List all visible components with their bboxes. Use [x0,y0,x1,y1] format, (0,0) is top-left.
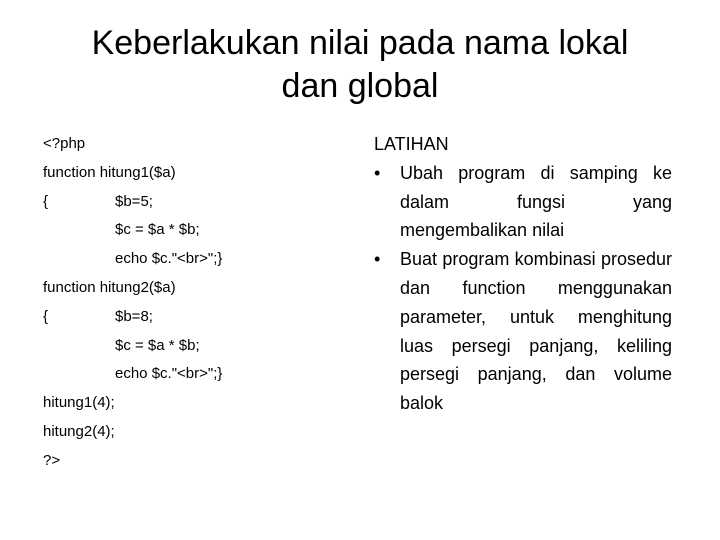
code-text-indented: echo $c."<br>";} [115,250,223,268]
slide-title-line-1: Keberlakukan nilai pada nama lokal [91,24,629,62]
code-line [43,130,343,159]
bullet-icon: • [374,249,381,270]
code-line [43,332,343,361]
code-text: ?> [43,451,61,469]
bullet-icon: • [374,162,381,183]
code-line [43,418,343,447]
code-line [43,245,343,274]
code-text-indented: $b=5; [115,192,153,210]
code-text: hitung2(4); [43,422,115,440]
code-line [43,447,343,476]
code-line [43,360,343,389]
php-code-block [43,130,343,476]
code-text-indented: $c = $a * $b; [115,336,200,354]
code-line [43,274,343,303]
code-text-indented: $b=8; [115,307,153,325]
code-text: function hitung1($a) [43,163,176,181]
code-line [43,389,343,418]
code-text: hitung1(4); [43,394,115,412]
code-line [43,216,343,245]
latihan-bullet [374,245,672,418]
latihan-bullet [374,159,672,245]
latihan-heading: LATIHAN [374,134,449,154]
slide-title [40,22,680,108]
slide-title-line-2: dan global [281,67,439,105]
code-text-indented: echo $c."<br>";} [115,365,223,383]
code-line [43,159,343,188]
code-text: function hitung2($a) [43,278,176,296]
latihan-bullet-text: Buat program kombinasi prosedur dan function menggunakan parameter, untuk menghitung luas persegi panjang, keliling persegi panjang, dan volume balok [400,249,672,414]
code-line [43,303,343,332]
latihan-bullet-text: Ubah program di samping ke dalam fungsi yang mengembalikan nilai [400,162,672,241]
code-line [43,188,343,217]
code-text: { [43,307,49,325]
code-text-indented: $c = $a * $b; [115,221,200,239]
code-text: { [43,192,49,210]
latihan-panel [374,130,672,418]
code-text: <?php [43,135,86,152]
